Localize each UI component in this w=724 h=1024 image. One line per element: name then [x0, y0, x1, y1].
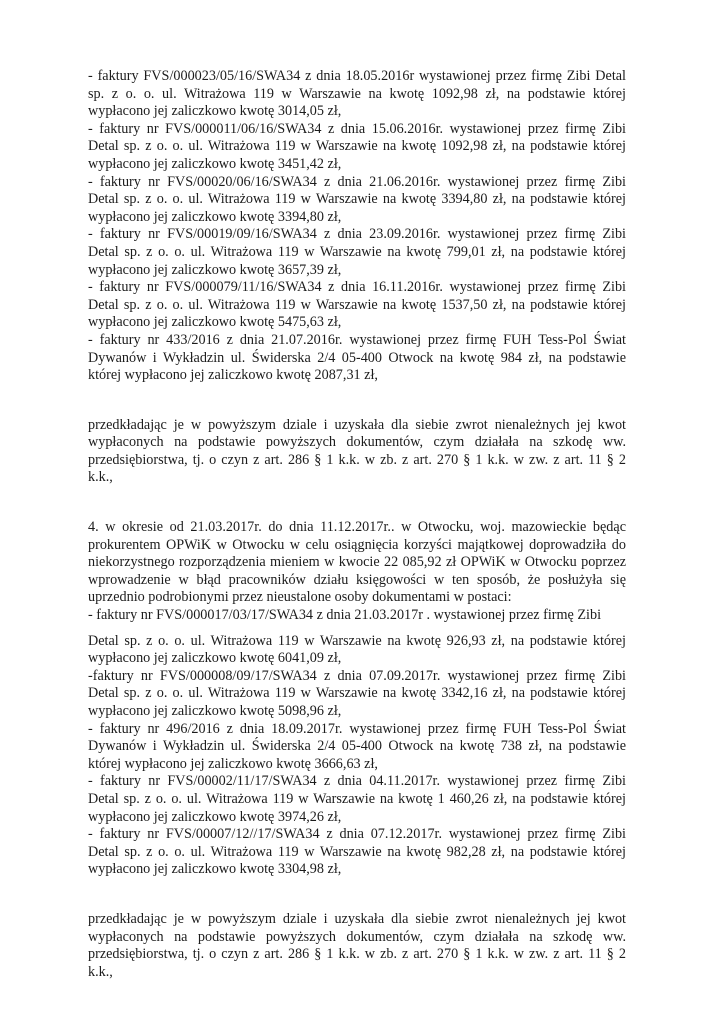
text-line: Detal sp. z o. o. ul. Witrażowa 119 w Warszawie na kwotę 982,28 zł, na podstawie której [88, 843, 626, 860]
text-line: Detal sp. z o. o. ul. Witrażowa 119 w Warszawie na kwotę 1 460,26 zł, na podstawie której [88, 790, 626, 807]
section3-conclusion [88, 417, 626, 487]
text-line: wprowadzenie w błąd pracowników działu księgowości w ten sposób, że posłużyła się [88, 571, 626, 588]
text-line: której wypłacono jej zaliczkowo kwotę 3666,63 zł, [88, 755, 378, 772]
spacer [88, 385, 626, 417]
text-line: wypłacono jej zaliczkowo kwotę 3304,98 zł, [88, 861, 342, 878]
text-line: - faktury nr 433/2016 z dnia 21.07.2016r. wystawionej przez firmę FUH Tess-Pol Świat [88, 331, 626, 348]
text-line: 4. w okresie od 21.03.2017r. do dnia 11.12.2017r.. w Otwocku, woj. mazowieckie będąc [88, 519, 626, 536]
invoice-item [88, 121, 626, 174]
text-line: - faktury nr FVS/00002/11/17/SWA34 z dnia 04.11.2017r. wystawionej przez firmę Zibi [88, 773, 626, 790]
text-line: sp. z o. o. ul. Witrażowa 119 w Warszawie na kwotę 1092,98 zł, na podstawie której [88, 85, 626, 102]
text-line: przedsiębiorstwa, tj. o czyn z art. 286 § 1 k.k. w zb. z art. 270 § 1 k.k. w zw. z art. 11 § 2 [88, 946, 626, 963]
text-line: Detal sp. z o. o. ul. Witrażowa 119 w Warszawie na kwotę 1092,98 zł, na podstawie której [88, 138, 626, 155]
text-line: wypłacono jej zaliczkowo kwotę 3657,39 zł, [88, 261, 342, 278]
text-line: uprzednio podrobionymi przez nieustalone osoby dokumentami w postaci: [88, 589, 512, 606]
text-line: - faktury nr FVS/000017/03/17/SWA34 z dnia 21.03.2017r . wystawionej przez firmę Zibi [88, 607, 602, 624]
text-line: Detal sp. z o. o. ul. Witrażowa 119 w Warszawie na kwotę 926,93 zł, na podstawie której [88, 632, 626, 649]
text-line: k.k., [88, 963, 113, 980]
text-line: przedkładając je w powyższym dziale i uzyskała dla siebie zwrot nienależnych jej kwot [88, 416, 626, 433]
invoice-item [88, 226, 626, 279]
text-line: Detal sp. z o. o. ul. Witrażowa 119 w Warszawie na kwotę 799,01 zł, na podstawie której [88, 243, 626, 260]
text-line: której wypłacono jej zaliczkowo kwotę 2087,31 zł, [88, 367, 378, 384]
text-line: - faktury nr FVS/00020/06/16/SWA34 z dnia 21.06.2016r. wystawionej przez firmę Zibi [88, 173, 626, 190]
invoice-item [88, 668, 626, 721]
text-line: - faktury nr FVS/000079/11/16/SWA34 z dnia 16.11.2016r. wystawionej przez firmę Zibi [88, 279, 626, 296]
text-line: niekorzystnego rozporządzenia mieniem w kwocie 22 085,92 zł OPWiK w Otwocku poprzez [88, 554, 626, 571]
text-line: przedkładając je w powyższym dziale i uzyskała dla siebie zwrot nienależnych jej kwot [88, 910, 626, 927]
invoice-item [88, 68, 626, 121]
text-line: Detal sp. z o. o. ul. Witrażowa 119 w Warszawie na kwotę 3394,80 zł, na podstawie której [88, 191, 626, 208]
invoice-item [88, 721, 626, 774]
text-line: przedsiębiorstwa, tj. o czyn z art. 286 § 1 k.k. w zb. z art. 270 § 1 k.k. w zw. z art. 11 § 2 [88, 451, 626, 468]
invoice-item [88, 826, 626, 879]
text-line: wypłacono jej zaliczkowo kwotę 5475,63 zł, [88, 314, 342, 331]
text-line: Dywanów i Wykładzin ul. Świderska 2/4 05-400 Otwock na kwotę 738 zł, na podstawie [88, 738, 626, 755]
invoice-item [88, 279, 626, 332]
text-line: - faktury nr FVS/000011/06/16/SWA34 z dnia 15.06.2016r. wystawionej przez firmę Zibi [88, 120, 626, 137]
text-line: prokurentem OPWiK w Otwocku w celu osiągnięcia korzyści majątkowej doprowadziła do [88, 536, 626, 553]
text-line: wypłacono jej zaliczkowo kwotę 3394,80 zł, [88, 208, 342, 225]
document-page [88, 68, 626, 981]
spacer [88, 879, 626, 911]
text-line: wypłacono jej zaliczkowo kwotę 3014,05 zł, [88, 103, 342, 120]
text-line: wypłacono jej zaliczkowo kwotę 3451,42 zł, [88, 155, 342, 172]
text-line: Dywanów i Wykładzin ul. Świderska 2/4 05-400 Otwock na kwotę 984 zł, na podstawie [88, 349, 626, 366]
spacer [88, 625, 626, 633]
section3-invoice-list [88, 68, 626, 385]
text-line: wypłacono jej zaliczkowo kwotę 5098,96 zł, [88, 703, 342, 719]
text-line: wypłaconych na podstawie powyższych dokumentów, czym działała na szkodę ww. [88, 434, 626, 451]
text-line: Detal sp. z o. o. ul. Witrażowa 119 w Warszawie na kwotę 1537,50 zł, na podstawie której [88, 296, 626, 313]
text-line: - faktury nr FVS/00007/12//17/SWA34 z dnia 07.12.2017r. wystawionej przez firmę Zibi [88, 826, 626, 843]
section4-conclusion [88, 911, 626, 981]
text-line: wypłaconych na podstawie powyższych dokumentów, czym działała na szkodę ww. [88, 928, 626, 945]
text-line: - faktury FVS/000023/05/16/SWA34 z dnia 18.05.2016r wystawionej przez firmę Zibi Detal [88, 68, 626, 84]
text-line: -faktury nr FVS/000008/09/17/SWA34 z dnia 07.09.2017r. wystawionej przez firmę Zibi [88, 667, 626, 684]
spacer [88, 487, 626, 519]
section4-intro [88, 519, 626, 625]
text-line: Detal sp. z o. o. ul. Witrażowa 119 w Warszawie na kwotę 3342,16 zł, na podstawie której [88, 685, 626, 702]
invoice-item [88, 174, 626, 227]
text-line: - faktury nr FVS/00019/09/16/SWA34 z dnia 23.09.2016r. wystawionej przez firmę Zibi [88, 226, 626, 243]
text-line: wypłacono jej zaliczkowo kwotę 6041,09 zł, [88, 650, 342, 667]
invoice-item [88, 332, 626, 385]
text-line: - faktury nr 496/2016 z dnia 18.09.2017r. wystawionej przez firmę FUH Tess-Pol Świat [88, 720, 626, 737]
text-line: k.k., [88, 469, 113, 486]
section4-invoice-list [88, 633, 626, 879]
text-line: wypłacono jej zaliczkowo kwotę 3974,26 zł, [88, 808, 342, 825]
invoice-item [88, 773, 626, 826]
invoice-item [88, 633, 626, 668]
